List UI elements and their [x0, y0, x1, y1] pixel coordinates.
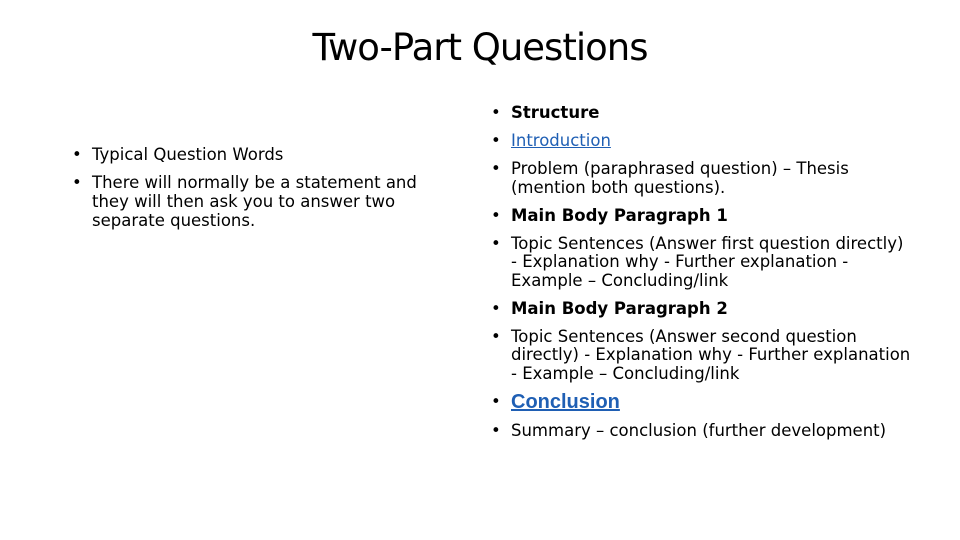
bullet-icon: • [491, 391, 501, 411]
list-item-text: There will normally be a statement and they will then ask you to answer two separate questions. [92, 173, 417, 230]
bullet-icon: • [491, 420, 501, 440]
list-item-text: Typical Question Words [92, 145, 284, 164]
bullet-icon: • [491, 326, 501, 346]
list-item[interactable] [491, 390, 911, 413]
bullet-icon: • [491, 233, 501, 253]
list-item-text: Topic Sentences (Answer first question directly) - Explanation why - Further explanation - Example – Concluding/link [511, 233, 904, 290]
list-item [491, 160, 911, 197]
bullet-icon: • [491, 103, 501, 122]
conclusion-link[interactable]: Conclusion [511, 390, 620, 413]
list-item [491, 207, 911, 226]
left-bullet-list [72, 145, 457, 239]
list-item-text: Main Body Paragraph 1 [511, 205, 728, 225]
bullet-icon: • [491, 159, 501, 178]
slide-title: Two-Part Questions [312, 26, 648, 69]
list-item-text: Structure [511, 103, 600, 122]
bullet-icon: • [72, 145, 82, 164]
list-item-text: Topic Sentences (Answer second question directly) - Explanation why - Further explanation - Example – Concluding/link [511, 326, 911, 383]
list-item [491, 328, 911, 384]
list-item-text: Summary – conclusion (further development) [511, 420, 887, 440]
list-item [72, 145, 457, 164]
list-item [72, 173, 457, 230]
right-bullet-list [491, 104, 911, 450]
list-item [491, 104, 911, 123]
list-item [491, 300, 911, 319]
bullet-icon: • [72, 173, 82, 192]
list-item [491, 235, 911, 291]
list-item-text: Main Body Paragraph 2 [511, 298, 728, 318]
bullet-icon: • [491, 205, 501, 225]
bullet-icon: • [491, 298, 501, 318]
list-item[interactable] [491, 132, 911, 151]
bullet-icon: • [491, 131, 501, 150]
introduction-link[interactable]: Introduction [511, 131, 611, 150]
list-item-text: Problem (paraphrased question) – Thesis (mention both questions). [511, 159, 849, 197]
list-item [491, 422, 911, 441]
